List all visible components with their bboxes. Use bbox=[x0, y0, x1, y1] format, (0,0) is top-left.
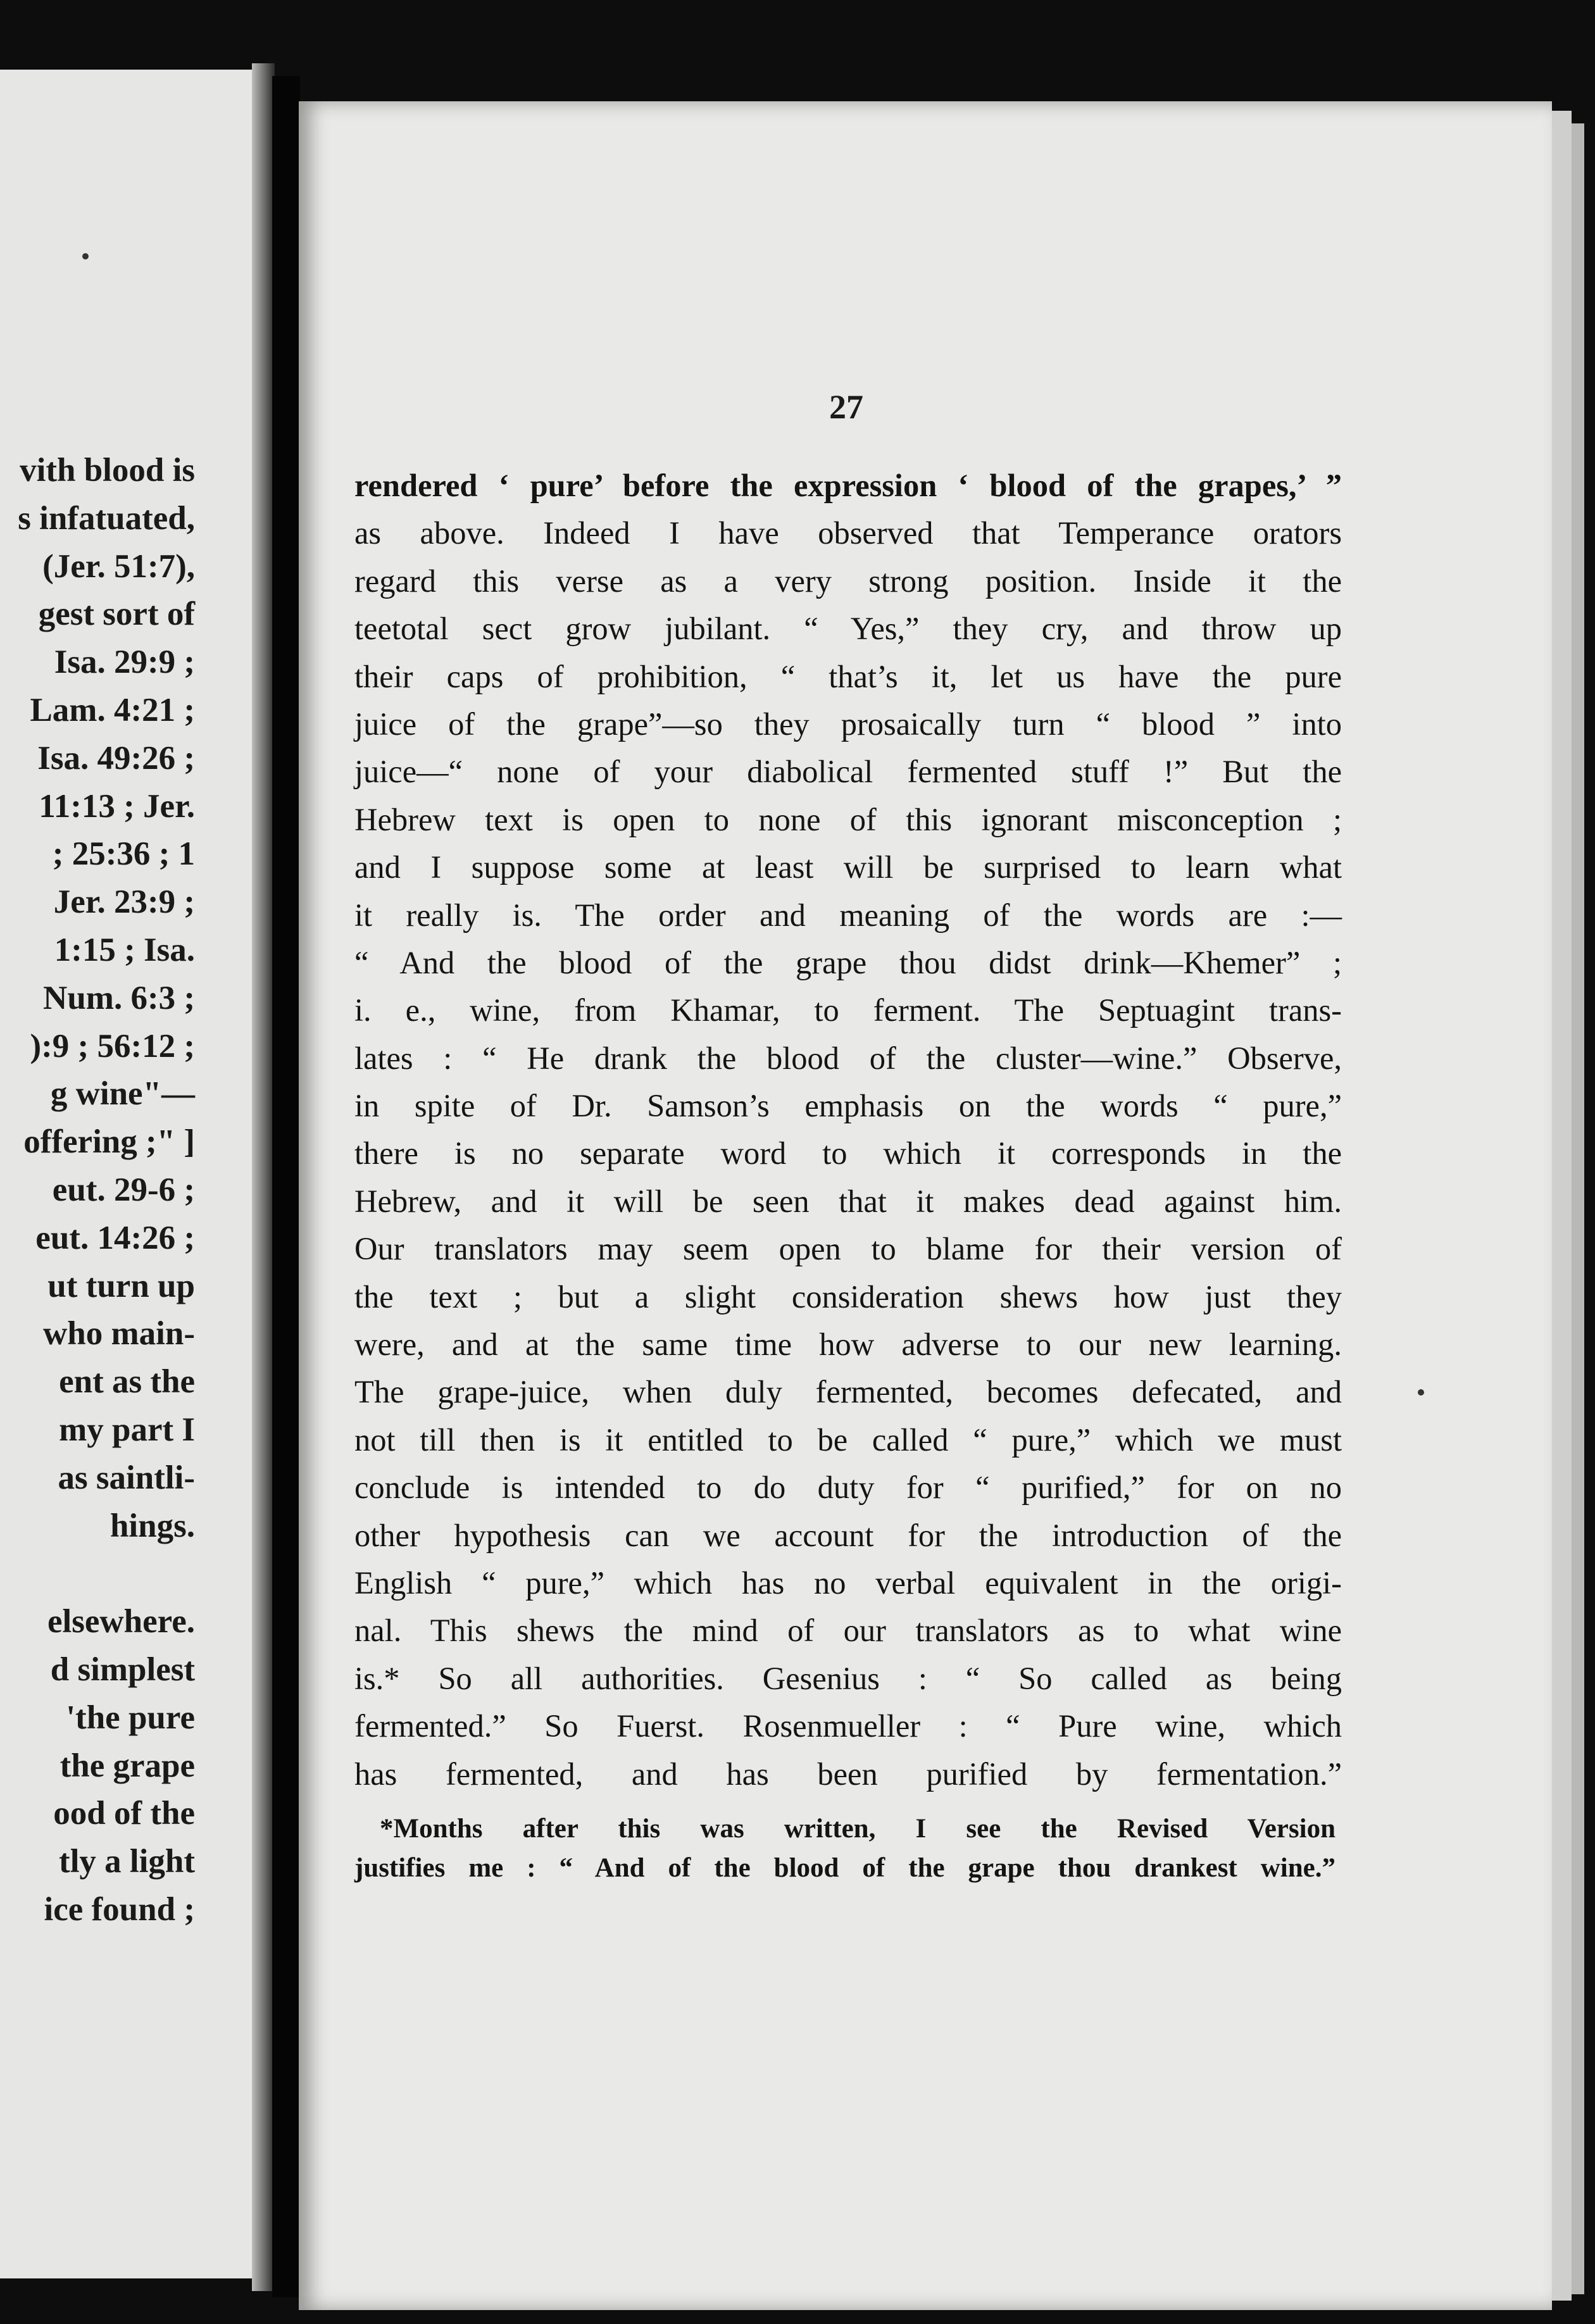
left-line bbox=[0, 1550, 195, 1598]
left-line: eut. 14:26 ; bbox=[35, 1219, 195, 1256]
left-line: ice found ; bbox=[44, 1890, 195, 1928]
left-line: 'the pure bbox=[66, 1699, 195, 1736]
body-line: conclude is intended to do duty for “ purified,” for on no bbox=[354, 1470, 1342, 1506]
body-line: regard this verse as a very strong position. Inside it the bbox=[354, 563, 1342, 599]
left-page-text bbox=[0, 447, 195, 1934]
page-number: 27 bbox=[829, 388, 863, 426]
body-line: has fermented, and has been purified by fermentation.” bbox=[354, 1756, 1342, 1792]
body-line: Hebrew, and it will be seen that it makes dead against him. bbox=[354, 1183, 1342, 1219]
left-line: (Jer. 51:7), bbox=[42, 547, 195, 585]
body-line: the text ; but a slight consideration shews how just they bbox=[354, 1278, 1342, 1315]
left-line: offering ;" ] bbox=[23, 1123, 195, 1161]
body-line: juice—“ none of your diabolical fermented stuff !” But the bbox=[354, 754, 1342, 790]
left-line: gest sort of bbox=[38, 596, 195, 633]
body-line: not till then is it entitled to be called “ pure,” which we must bbox=[354, 1421, 1342, 1458]
left-line: ):9 ; 56:12 ; bbox=[30, 1027, 195, 1065]
footnote bbox=[354, 1809, 1335, 1888]
left-line: hings. bbox=[109, 1507, 195, 1544]
page-fold-shadow bbox=[252, 63, 275, 2291]
left-line: ut turn up bbox=[47, 1267, 195, 1304]
left-line: ood of the bbox=[53, 1795, 195, 1832]
left-line: 11:13 ; Jer. bbox=[39, 787, 195, 825]
left-line: Isa. 49:26 ; bbox=[37, 739, 195, 777]
left-line: as saintli- bbox=[58, 1459, 195, 1496]
left-line: ; 25:36 ; 1 bbox=[52, 835, 195, 873]
left-line: the grape bbox=[59, 1747, 195, 1784]
body-line: teetotal sect grow jubilant. “ Yes,” they cry, and throw up bbox=[354, 611, 1342, 647]
body-line: other hypothesis can we account for the introduction of the bbox=[354, 1517, 1342, 1553]
body-line: there is no separate word to which it corresponds in the bbox=[354, 1135, 1342, 1171]
left-line: eut. 29-6 ; bbox=[52, 1171, 195, 1208]
left-line: tly a light bbox=[59, 1843, 195, 1880]
left-line: Jer. 23:9 ; bbox=[53, 884, 195, 921]
body-line: in spite of Dr. Samson’s emphasis on the words “ pure,” bbox=[354, 1088, 1342, 1124]
body-line: juice of the grape”—so they prosaically turn “ blood ” into bbox=[354, 706, 1342, 742]
body-line: is.* So all authorities. Gesenius : “ So called as being bbox=[354, 1660, 1342, 1696]
body-line: rendered ‘ pure’ before the expression ‘ blood of the grapes,’ ” bbox=[354, 468, 1342, 503]
body-line: The grape-juice, when duly fermented, becomes defecated, and bbox=[354, 1374, 1342, 1410]
left-line: 1:15 ; Isa. bbox=[54, 931, 195, 968]
body-line: lates : “ He drank the blood of the cluster—wine.” Observe, bbox=[354, 1040, 1342, 1076]
body-line: it really is. The order and meaning of the words are :— bbox=[354, 897, 1342, 933]
left-line: vith blood is bbox=[20, 452, 195, 489]
footnote-line: *Months after this was written, I see the Revised Version bbox=[380, 1813, 1335, 1844]
left-line: who main- bbox=[42, 1315, 195, 1353]
print-speck bbox=[82, 253, 89, 259]
print-speck bbox=[1418, 1389, 1424, 1396]
left-facing-page bbox=[0, 70, 266, 2278]
left-line: elsewhere. bbox=[47, 1603, 195, 1640]
left-line: Num. 6:3 ; bbox=[43, 979, 195, 1016]
body-line: i. e., wine, from Khamar, to ferment. The Septuagint trans- bbox=[354, 992, 1342, 1028]
left-line: d simplest bbox=[50, 1651, 195, 1688]
left-line: g wine"— bbox=[50, 1075, 195, 1113]
body-line: English “ pure,” which has no verbal equivalent in the origi- bbox=[354, 1565, 1342, 1601]
book-gutter bbox=[272, 76, 300, 2297]
body-line: nal. This shews the mind of our translators as to what wine bbox=[354, 1613, 1342, 1649]
left-line: my part I bbox=[59, 1411, 195, 1448]
body-line: Hebrew text is open to none of this ignorant misconception ; bbox=[354, 801, 1342, 837]
body-line: “ And the blood of the grape thou didst drink—Khemer” ; bbox=[354, 944, 1342, 980]
left-line: s infatuated, bbox=[18, 499, 195, 537]
body-line: fermented.” So Fuerst. Rosenmueller : “ Pure wine, which bbox=[354, 1708, 1342, 1744]
body-line: Our translators may seem open to blame for their version of bbox=[354, 1231, 1342, 1267]
body-line: were, and at the same time how adverse to our new learning. bbox=[354, 1327, 1342, 1363]
footnote-line: justifies me : “ And of the blood of the grape thou drankest wine.” bbox=[354, 1852, 1335, 1883]
body-line: their caps of prohibition, “ that’s it, let us have the pure bbox=[354, 658, 1342, 694]
left-line: ent as the bbox=[59, 1363, 195, 1401]
body-line: and I suppose some at least will be surprised to learn what bbox=[354, 849, 1342, 885]
body-line: as above. Indeed I have observed that Temperance orators bbox=[354, 515, 1342, 551]
page-body bbox=[354, 462, 1342, 1888]
left-line: Lam. 4:21 ; bbox=[30, 691, 195, 728]
left-line: Isa. 29:9 ; bbox=[54, 644, 195, 681]
